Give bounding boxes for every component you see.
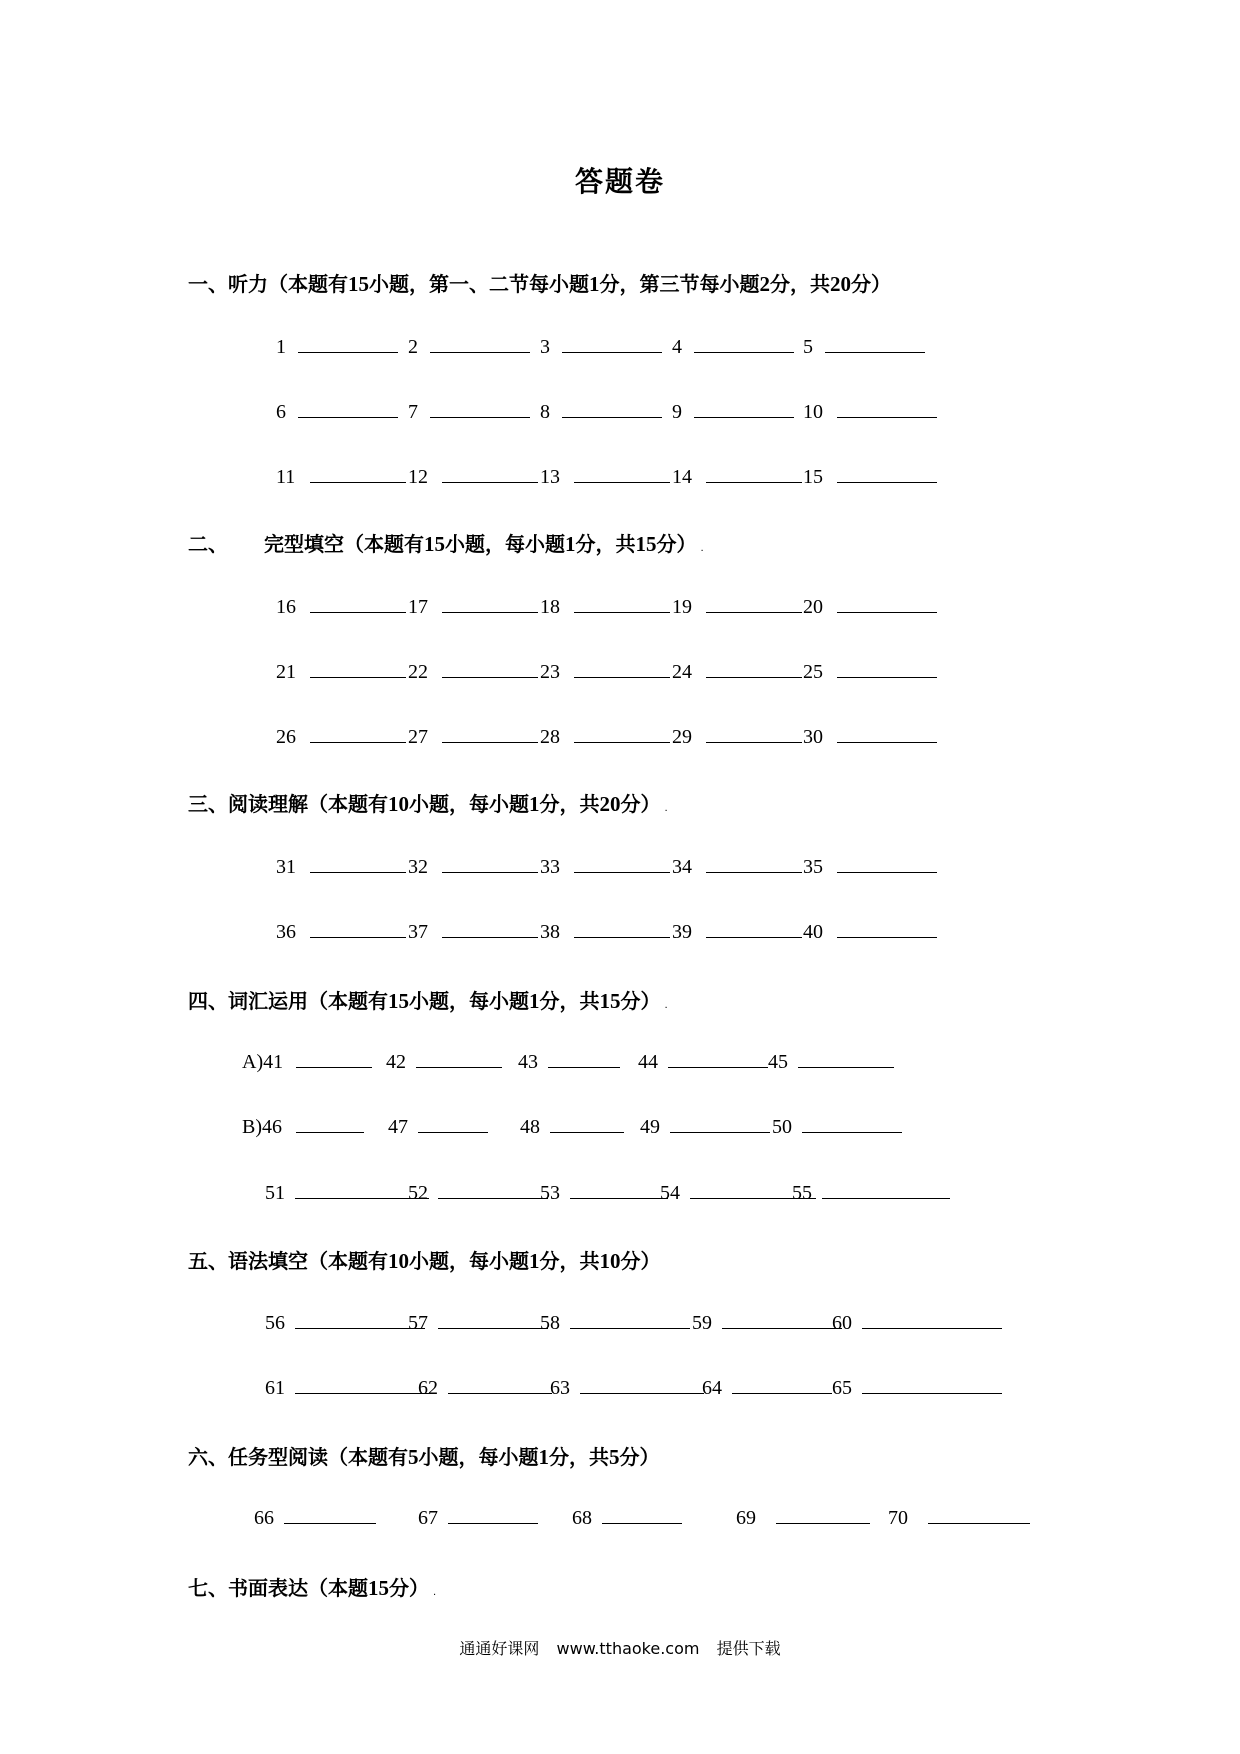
- answer-item: [803, 854, 937, 879]
- answer-item: [832, 1375, 1002, 1400]
- question-number: 31: [276, 856, 296, 878]
- answer-item: [276, 464, 406, 489]
- answer-item: [888, 1505, 1030, 1530]
- answer-item: [702, 1375, 832, 1400]
- answer-blank[interactable]: [798, 1049, 894, 1068]
- answer-blank[interactable]: [438, 1180, 548, 1199]
- question-number: 58: [540, 1312, 560, 1334]
- footer-site: 通通好课网: [459, 1639, 540, 1658]
- answer-item: [408, 724, 538, 749]
- question-number: 56: [265, 1312, 285, 1334]
- question-number: 29: [672, 726, 692, 748]
- question-number: 47: [388, 1116, 408, 1138]
- section-heading-reading: 三、阅读理解（本题有10小题，每小题1分，共20分） .: [188, 792, 668, 816]
- answer-blank[interactable]: [802, 1114, 902, 1133]
- question-number: 57: [408, 1312, 428, 1334]
- question-number: 44: [638, 1051, 658, 1073]
- question-number: 13: [540, 466, 560, 488]
- answer-item: [772, 1114, 902, 1139]
- answer-blank[interactable]: [580, 1375, 704, 1394]
- question-number: 3: [540, 336, 550, 358]
- answer-blank[interactable]: [862, 1375, 1002, 1394]
- answer-blank[interactable]: [570, 1310, 690, 1329]
- answer-item: [672, 594, 802, 619]
- answer-blank[interactable]: [706, 594, 802, 613]
- question-number: 24: [672, 661, 692, 683]
- answer-item: [803, 659, 937, 684]
- answer-blank[interactable]: [562, 334, 662, 353]
- question-number: 63: [550, 1377, 570, 1399]
- answer-item: [540, 854, 670, 879]
- question-number: 18: [540, 596, 560, 618]
- answer-item: [520, 1114, 624, 1139]
- question-number: 51: [265, 1182, 285, 1204]
- question-number: 52: [408, 1182, 428, 1204]
- answer-blank[interactable]: [548, 1049, 620, 1068]
- question-number: 27: [408, 726, 428, 748]
- answer-item: [276, 659, 406, 684]
- question-number: 65: [832, 1377, 852, 1399]
- question-number: 21: [276, 661, 296, 683]
- question-number: 2: [408, 336, 418, 358]
- question-number: 39: [672, 921, 692, 943]
- answer-item: [672, 659, 802, 684]
- answer-blank[interactable]: [837, 464, 937, 483]
- question-number: 36: [276, 921, 296, 943]
- answer-item: [803, 594, 937, 619]
- question-number: 33: [540, 856, 560, 878]
- answer-blank[interactable]: [284, 1505, 376, 1524]
- question-number: 20: [803, 596, 823, 618]
- answer-blank[interactable]: [837, 854, 937, 873]
- answer-blank[interactable]: [310, 854, 406, 873]
- answer-item: [540, 659, 670, 684]
- footer-note: 提供下载: [716, 1639, 781, 1658]
- answer-blank[interactable]: [550, 1114, 624, 1133]
- answer-item: [540, 1180, 668, 1205]
- answer-blank[interactable]: [448, 1375, 552, 1394]
- question-number: 40: [803, 921, 823, 943]
- answer-blank[interactable]: [574, 594, 670, 613]
- question-number: 43: [518, 1051, 538, 1073]
- question-number: B)46: [242, 1116, 282, 1138]
- answer-item: [540, 334, 662, 359]
- question-number: 64: [702, 1377, 722, 1399]
- question-number: 55: [792, 1182, 812, 1204]
- answer-blank[interactable]: [706, 659, 802, 678]
- answer-blank[interactable]: [442, 724, 538, 743]
- answer-blank[interactable]: [837, 724, 937, 743]
- answer-blank[interactable]: [295, 1310, 425, 1329]
- answer-blank[interactable]: [562, 399, 662, 418]
- question-number: 19: [672, 596, 692, 618]
- answer-item: [265, 1375, 435, 1400]
- question-number: 9: [672, 401, 682, 423]
- question-number: 17: [408, 596, 428, 618]
- answer-item: [803, 724, 937, 749]
- question-number: 25: [803, 661, 823, 683]
- answer-blank[interactable]: [706, 464, 802, 483]
- question-number: 54: [660, 1182, 680, 1204]
- answer-blank[interactable]: [574, 919, 670, 938]
- answer-blank[interactable]: [668, 1049, 768, 1068]
- answer-blank[interactable]: [310, 659, 406, 678]
- answer-item: [768, 1049, 894, 1074]
- question-number: 69: [736, 1507, 756, 1529]
- answer-item: [803, 334, 925, 359]
- answer-item: [672, 854, 802, 879]
- answer-item: [672, 724, 802, 749]
- answer-item: [803, 919, 937, 944]
- answer-item: [540, 464, 670, 489]
- answer-item: [408, 464, 538, 489]
- answer-blank[interactable]: [928, 1505, 1030, 1524]
- question-number: 5: [803, 336, 813, 358]
- answer-item: [540, 594, 670, 619]
- question-number: 8: [540, 401, 550, 423]
- question-number: 1: [276, 336, 286, 358]
- answer-blank[interactable]: [670, 1114, 770, 1133]
- question-number: 6: [276, 401, 286, 423]
- answer-blank[interactable]: [837, 594, 937, 613]
- answer-item: [276, 724, 406, 749]
- answer-item: [254, 1505, 376, 1530]
- answer-blank[interactable]: [732, 1375, 832, 1394]
- answer-blank[interactable]: [442, 594, 538, 613]
- question-number: 11: [276, 466, 296, 488]
- question-number: 50: [772, 1116, 792, 1138]
- question-number: 16: [276, 596, 296, 618]
- answer-item: [242, 1049, 372, 1074]
- question-number: 22: [408, 661, 428, 683]
- section-heading-task-reading: 六、任务型阅读（本题有5小题，每小题1分，共5分）: [188, 1445, 660, 1469]
- answer-item: [408, 659, 538, 684]
- answer-item: [386, 1049, 502, 1074]
- answer-item: [540, 724, 670, 749]
- answer-blank[interactable]: [574, 724, 670, 743]
- question-number: 61: [265, 1377, 285, 1399]
- answer-item: [550, 1375, 704, 1400]
- answer-blank[interactable]: [310, 919, 406, 938]
- question-number: 32: [408, 856, 428, 878]
- section-heading-vocabulary: 四、词汇运用（本题有15小题，每小题1分，共15分） .: [188, 989, 668, 1013]
- answer-blank[interactable]: [822, 1180, 950, 1199]
- answer-item: [803, 464, 937, 489]
- section-heading-cloze: 二、 完型填空（本题有15小题，每小题1分，共15分） .: [188, 532, 704, 556]
- answer-item: [418, 1375, 552, 1400]
- answer-item: [276, 919, 406, 944]
- answer-item: [638, 1049, 768, 1074]
- answer-item: [418, 1505, 538, 1530]
- question-number: 48: [520, 1116, 540, 1138]
- answer-item: [408, 919, 538, 944]
- answer-blank[interactable]: [574, 854, 670, 873]
- question-number: 35: [803, 856, 823, 878]
- question-number: 60: [832, 1312, 852, 1334]
- answer-item: [276, 854, 406, 879]
- question-number: 53: [540, 1182, 560, 1204]
- answer-item: [672, 919, 802, 944]
- answer-blank[interactable]: [862, 1310, 1002, 1329]
- question-number: 66: [254, 1507, 274, 1529]
- question-number: 70: [888, 1507, 908, 1529]
- section-heading-grammar: 五、语法填空（本题有10小题，每小题1分，共10分）: [188, 1249, 661, 1273]
- page-title: 答题卷: [574, 165, 665, 198]
- answer-blank[interactable]: [776, 1505, 870, 1524]
- answer-blank[interactable]: [310, 724, 406, 743]
- answer-blank[interactable]: [298, 334, 398, 353]
- question-number: 15: [803, 466, 823, 488]
- answer-item: [803, 399, 937, 424]
- answer-blank[interactable]: [296, 1114, 364, 1133]
- answer-item: [276, 399, 398, 424]
- footer-url: www.tthaoke.com: [556, 1639, 700, 1658]
- question-number: 26: [276, 726, 296, 748]
- answer-blank[interactable]: [574, 659, 670, 678]
- answer-blank[interactable]: [296, 1049, 372, 1068]
- question-number: 34: [672, 856, 692, 878]
- answer-item: [792, 1180, 950, 1205]
- answer-item: [832, 1310, 1002, 1335]
- answer-blank[interactable]: [706, 854, 802, 873]
- answer-blank[interactable]: [706, 919, 802, 938]
- answer-blank[interactable]: [310, 594, 406, 613]
- answer-item: [692, 1310, 842, 1335]
- answer-item: [242, 1114, 364, 1139]
- question-number: 67: [418, 1507, 438, 1529]
- answer-item: [540, 919, 670, 944]
- question-number: 14: [672, 466, 692, 488]
- answer-item: [408, 594, 538, 619]
- answer-blank[interactable]: [442, 464, 538, 483]
- answer-item: [265, 1310, 425, 1335]
- question-number: 30: [803, 726, 823, 748]
- answer-blank[interactable]: [430, 399, 530, 418]
- answer-blank[interactable]: [418, 1114, 488, 1133]
- answer-blank[interactable]: [295, 1375, 435, 1394]
- question-number: 68: [572, 1507, 592, 1529]
- answer-item: [672, 399, 794, 424]
- answer-blank[interactable]: [442, 659, 538, 678]
- answer-blank[interactable]: [694, 334, 794, 353]
- question-number: 42: [386, 1051, 406, 1073]
- answer-item: [518, 1049, 620, 1074]
- answer-item: [388, 1114, 488, 1139]
- answer-item: [572, 1505, 682, 1530]
- answer-item: [736, 1505, 870, 1530]
- answer-item: [265, 1180, 429, 1205]
- section-heading-writing: 七、书面表达（本题15分） .: [188, 1576, 437, 1600]
- question-number: 23: [540, 661, 560, 683]
- question-number: 10: [803, 401, 823, 423]
- answer-blank[interactable]: [602, 1505, 682, 1524]
- answer-blank[interactable]: [430, 334, 530, 353]
- answer-blank[interactable]: [570, 1180, 668, 1199]
- answer-item: [408, 399, 530, 424]
- question-number: 28: [540, 726, 560, 748]
- answer-blank[interactable]: [298, 399, 398, 418]
- question-number: 62: [418, 1377, 438, 1399]
- answer-blank[interactable]: [442, 919, 538, 938]
- question-number: 38: [540, 921, 560, 943]
- section-heading-listening: 一、听力（本题有15小题，第一、二节每小题1分，第三节每小题2分，共20分）: [188, 272, 891, 296]
- answer-blank[interactable]: [416, 1049, 502, 1068]
- question-number: 37: [408, 921, 428, 943]
- answer-item: [408, 1310, 548, 1335]
- answer-item: [540, 1310, 690, 1335]
- answer-blank[interactable]: [706, 724, 802, 743]
- answer-item: [408, 1180, 548, 1205]
- answer-blank[interactable]: [442, 854, 538, 873]
- question-number: 59: [692, 1312, 712, 1334]
- answer-blank[interactable]: [694, 399, 794, 418]
- footer: [0, 1636, 1240, 1659]
- answer-item: [408, 854, 538, 879]
- answer-item: [672, 334, 794, 359]
- answer-blank[interactable]: [310, 464, 406, 483]
- answer-item: [540, 399, 662, 424]
- answer-item: [672, 464, 802, 489]
- answer-item: [408, 334, 530, 359]
- question-number: 45: [768, 1051, 788, 1073]
- answer-blank[interactable]: [574, 464, 670, 483]
- answer-blank[interactable]: [837, 659, 937, 678]
- question-number: 12: [408, 466, 428, 488]
- question-number: A)41: [242, 1051, 284, 1073]
- question-number: 7: [408, 401, 418, 423]
- answer-item: [276, 594, 406, 619]
- answer-item: [640, 1114, 770, 1139]
- answer-blank[interactable]: [448, 1505, 538, 1524]
- answer-item: [276, 334, 398, 359]
- question-number: 49: [640, 1116, 660, 1138]
- question-number: 4: [672, 336, 682, 358]
- answer-blank[interactable]: [722, 1310, 842, 1329]
- answer-blank[interactable]: [837, 399, 937, 418]
- answer-blank[interactable]: [438, 1310, 548, 1329]
- answer-blank[interactable]: [837, 919, 937, 938]
- answer-blank[interactable]: [825, 334, 925, 353]
